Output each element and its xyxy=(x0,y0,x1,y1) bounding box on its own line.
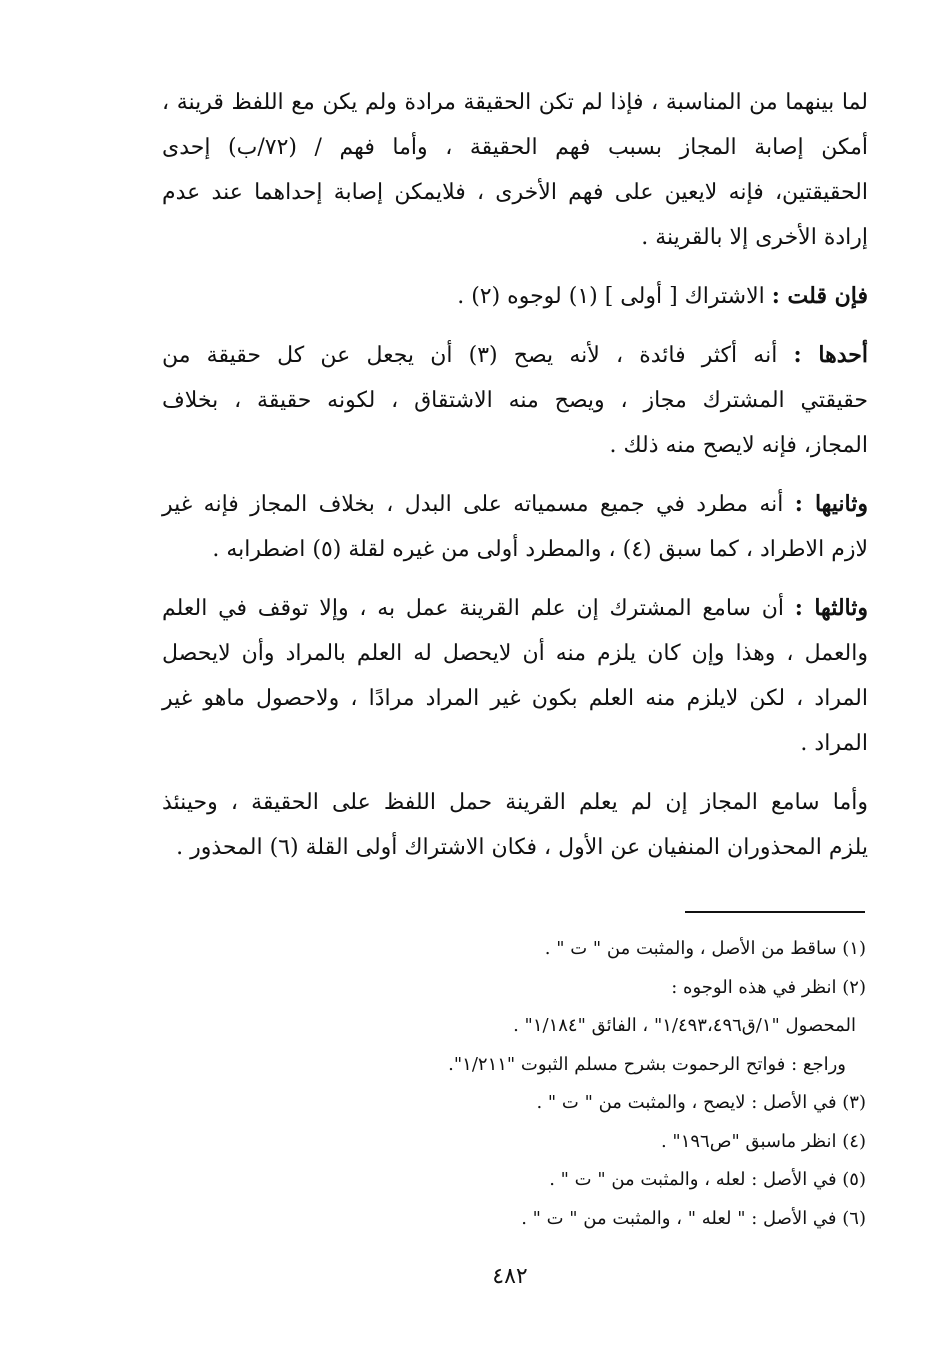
text-line: المجاز، فإنه لايصح منه ذلك . xyxy=(609,433,868,458)
paragraph-5 xyxy=(162,586,868,766)
footnote: (٥) في الأصل : لعله ، والمثبت من " ت " . xyxy=(549,1169,866,1190)
footnote-divider xyxy=(685,911,865,913)
footnote-continuation: وراجع : فواتح الرحموت بشرح مسلم الثبوت "١/٢١١". xyxy=(448,1053,846,1075)
footnote: (٣) في الأصل : لايصح ، والمثبت من " ت " . xyxy=(536,1092,866,1113)
footnote: (٢) انظر في هذه الوجوه : xyxy=(671,976,866,998)
text-line: لازم الاطراد ، كما سبق (٤) ، والمطرد أولى من غيره لقلة (٥) اضطرابه . xyxy=(212,537,868,562)
paragraph-4 xyxy=(162,482,868,572)
text-line: وأما سامع المجاز إن لم يعلم القرينة حمل اللفظ على الحقيقة ، وحينئذ xyxy=(162,790,868,815)
text-run: أنه مطرد في جميع مسمياته على البدل ، بخلاف المجاز فإنه غير xyxy=(162,492,784,517)
paragraph-3 xyxy=(162,333,868,468)
main-text xyxy=(162,80,868,884)
paragraph-lead: وثانيها : xyxy=(794,491,868,517)
text-line: إرادة الأخرى إلا بالقرينة . xyxy=(641,225,868,250)
paragraph-2 xyxy=(162,274,868,319)
page-number: ٤٨٢ xyxy=(492,1264,528,1289)
footnote: (٦) في الأصل : " لعله " ، والمثبت من " ت " . xyxy=(521,1207,866,1229)
text-line xyxy=(162,274,868,319)
text-line: الحقيقتين، فإنه لايعين على فهم الأخرى ، فلايمكن إصابة إحداهما عند عدم xyxy=(162,180,868,205)
text-line: لما بينهما من المناسبة ، فإذا لم تكن الحقيقة مرادة ولم يكن مع اللفظ قرينة ، xyxy=(162,90,868,115)
footnote: (٤) انظر ماسبق "ص١٩٦" . xyxy=(660,1130,866,1152)
text-line xyxy=(162,482,868,527)
paragraph-lead: فإن قلت : xyxy=(771,283,868,309)
text-run: أنه أكثر فائدة ، لأنه يصح (٣) أن يجعل عن كل حقيقة من xyxy=(162,343,778,368)
paragraph-1 xyxy=(162,80,868,260)
text-line: المراد . xyxy=(800,731,868,756)
footnote-continuation: المحصول "١/ق١/٤٩٣،٤٩٦" ، الفائق "١/١٨٤" . xyxy=(513,1015,856,1036)
paragraph-6 xyxy=(162,780,868,870)
footnotes xyxy=(300,930,866,1238)
footnote: (١) ساقط من الأصل ، والمثبت من " ت " . xyxy=(544,938,866,959)
text-run: الاشتراك [ أولى ] (١) لوجوه (٢) . xyxy=(457,284,765,309)
text-line: والعمل ، وهذا وإن كان يلزم منه أن لايحصل له العلم بالمراد وأن لايحصل xyxy=(162,641,869,666)
text-line xyxy=(162,586,868,631)
paragraph-lead: وثالثها : xyxy=(794,595,868,621)
text-line: المراد ، لكن لايلزم منه العلم بكون غير المراد مرادًا ، ولاحصول ماهو غير xyxy=(162,686,868,711)
text-run: أن سامع المشترك إن علم القرينة عمل به ، وإلا توقف في العلم xyxy=(162,596,785,621)
text-line: أمكن إصابة المجاز بسبب فهم الحقيقة ، وأما فهم / (٧٢/ب) إحدى xyxy=(162,135,868,160)
text-line: حقيقتي المشترك مجاز ، ويصح منه الاشتقاق ، لكونه حقيقة ، بخلاف xyxy=(162,388,868,413)
text-line: يلزم المحذوران المنفيان عن الأول ، فكان الاشتراك أولى القلة (٦) المحذور . xyxy=(176,835,868,860)
paragraph-lead: أحدها : xyxy=(793,342,868,368)
text-line xyxy=(162,333,868,378)
